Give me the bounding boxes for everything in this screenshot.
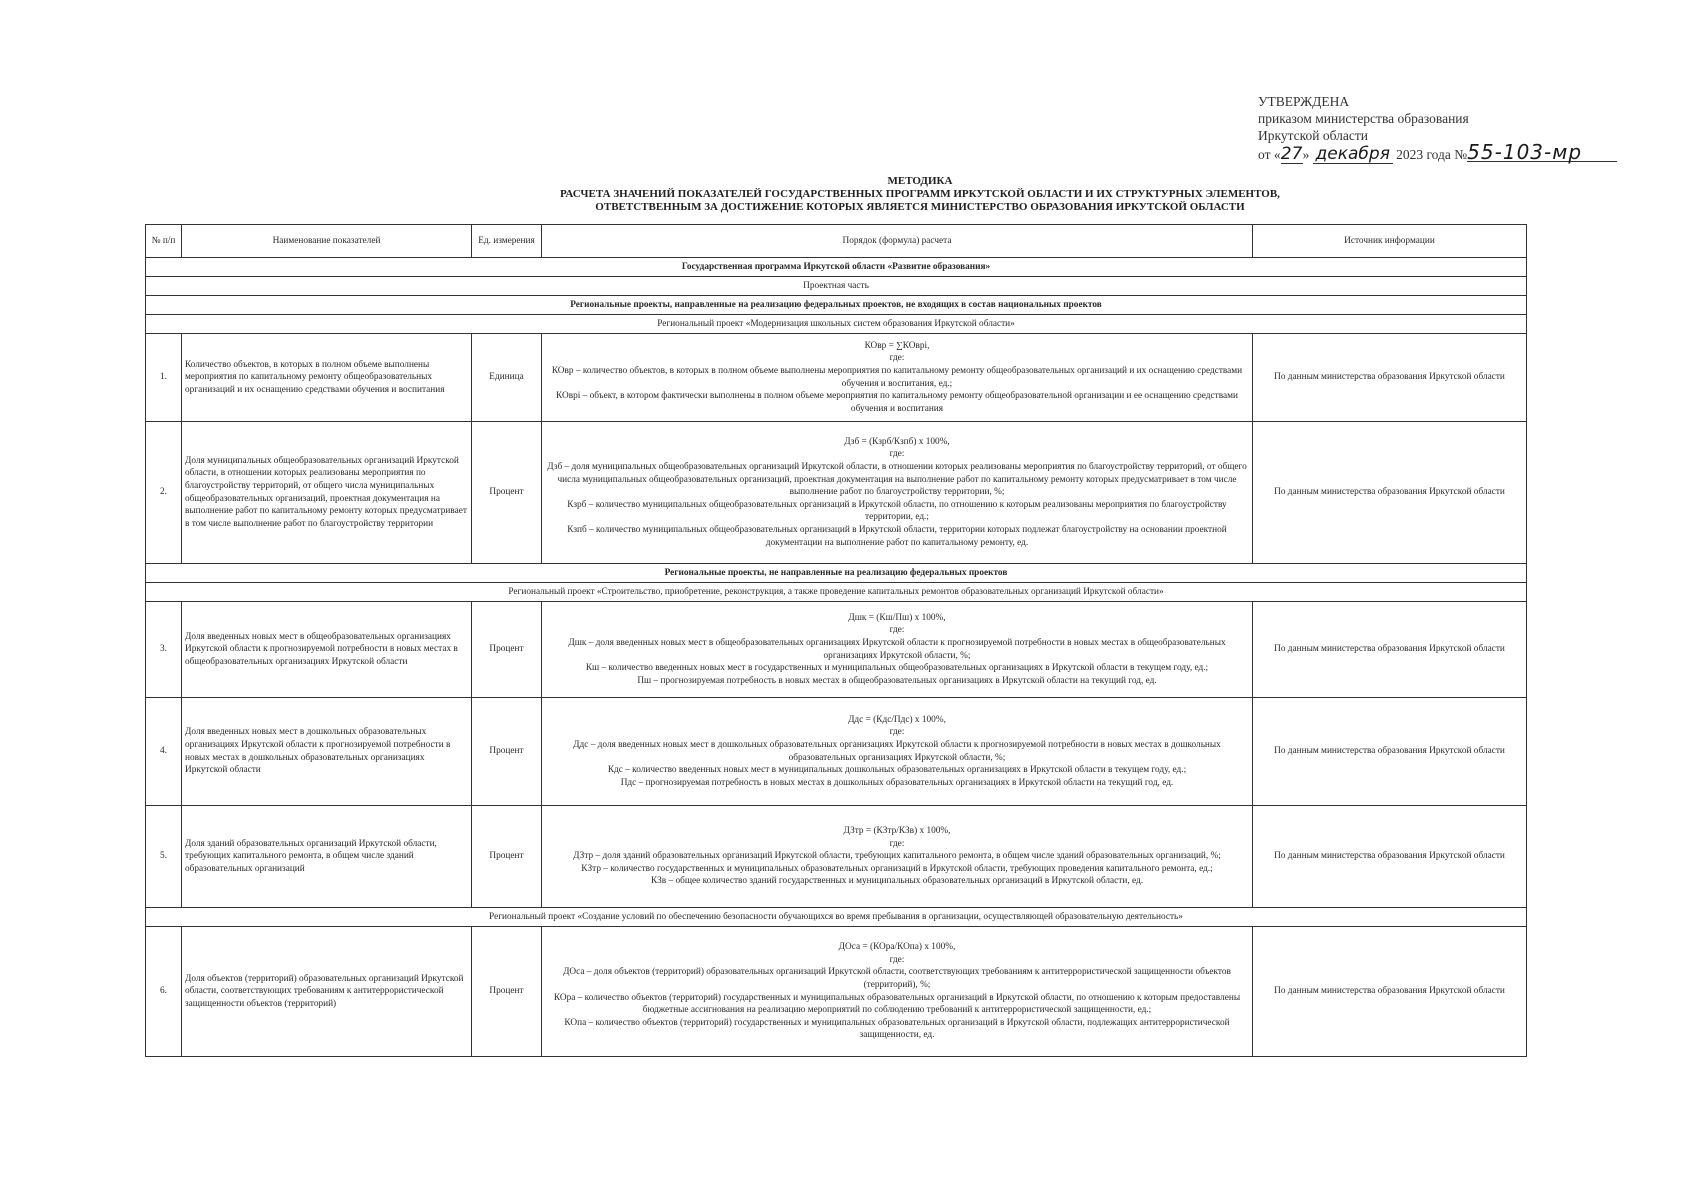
approval-stamp [1258, 93, 1678, 164]
indicator-unit: Процент [472, 927, 542, 1057]
row-number: 1. [146, 334, 182, 422]
table-header-row [146, 225, 1527, 258]
indicator-unit: Процент [472, 422, 542, 564]
row-number: 5. [146, 806, 182, 908]
formula-line: КЗв – общее количество зданий государственных и муниципальных образовательных организаций в Иркутской области, ед. [650, 876, 1144, 887]
formula-line: Кш – количество введенных новых мест в государственных и муниципальных общеобразовательных организациях в Иркутской области в текущем году, ед.; [585, 663, 1209, 674]
indicator-formula [542, 927, 1253, 1057]
formula-line: Дшк – доля введенных новых мест в общеобразовательных организациях Иркутской области к прогнозируемой потребности в новых местах в общеобразовательных организациях Иркутской области, %; [568, 637, 1226, 661]
header-name: Наименование показателей [182, 225, 472, 258]
section-regional-nonfederal [146, 564, 1527, 583]
table-row [146, 602, 1527, 698]
indicator-source: По данным министерства образования Иркутской области [1253, 334, 1527, 422]
section-project-construction [146, 583, 1527, 602]
row-number: 3. [146, 602, 182, 698]
indicators-table [145, 224, 1527, 1057]
formula-line: Кзрб – количество муниципальных общеобразовательных организаций в Иркутской области, по отношению к которым реализованы мероприятия по благоустройству территории, ед.; [567, 499, 1227, 523]
header-num: № п/п [146, 225, 182, 258]
formula-expression: ДЗтр = (КЗтр/КЗв) x 100%, [843, 826, 951, 837]
document-title [440, 175, 1400, 214]
table-row [146, 334, 1527, 422]
section-label: Государственная программа Иркутской области «Развитие образования» [146, 258, 1527, 277]
formula-line: где: [889, 625, 905, 636]
formula-expression: Дшк = (Кш/Пш) x 100%, [848, 612, 946, 623]
formula-line: где: [889, 954, 905, 965]
indicator-unit: Единица [472, 334, 542, 422]
formula-line: КОра – количество объектов (территорий) государственных и муниципальных образовательных организаций в Иркутской области, по отношению к которым предоставлены бюджетные ассигнования на реализацию мероприятий по соблюдению требований к антитеррористической защищенности, ед.; [553, 992, 1241, 1016]
indicator-name: Доля объектов (территорий) образовательных организаций Иркутской области, соответствующих требованиям к антитеррористической защищенности объектов (территорий) [182, 927, 472, 1057]
approval-date-mid: » [1302, 147, 1310, 162]
indicator-formula [542, 806, 1253, 908]
formula-line: КОврi – объект, в котором фактически выполнены в полном объеме мероприятия по капитальному ремонту общеобразовательной организации и ее оснащению средствами обучения и воспитания [556, 391, 1238, 414]
formula-line: КОпа – количество объектов (территорий) государственных и муниципальных образовательных организаций в Иркутской области, подлежащих антитеррористической защищенности, ед. [564, 1017, 1230, 1041]
indicator-formula [542, 602, 1253, 698]
formula-line: КЗтр – количество государственных и муниципальных образовательных организаций в Иркутской области, требующих проведения капитального ремонта, ед.; [581, 863, 1213, 874]
section-regional-federal [146, 296, 1527, 315]
approval-number: 55-103-мр [1467, 144, 1617, 162]
indicator-name: Доля муниципальных общеобразовательных организаций Иркутской области, в отношении которых реализованы мероприятия по благоустройству территорий, от общего числа муниципальных общеобразовательных организаций, проектная документация на выполнение работ по капитальному ремонту которых предусматривает в том числе выполнение работ по благоустройству территории [182, 422, 472, 564]
section-label: Региональные проекты, направленные на реализацию федеральных проектов, не входящих в состав национальных проектов [146, 296, 1527, 315]
formula-line: где: [889, 353, 905, 364]
title-line-2: РАСЧЕТА ЗНАЧЕНИЙ ПОКАЗАТЕЛЕЙ ГОСУДАРСТВЕННЫХ ПРОГРАММ ИРКУТСКОЙ ОБЛАСТИ И ИХ СТРУКТУРНЫХ ЭЛЕМЕНТОВ, [560, 188, 1280, 200]
indicator-source: По данным министерства образования Иркутской области [1253, 602, 1527, 698]
indicator-name: Доля зданий образовательных организаций Иркутской области, требующих капитального ремонта, в общем числе зданий образовательных организаций [182, 806, 472, 908]
table-row [146, 698, 1527, 806]
approval-year: 2023 года № [1392, 147, 1468, 162]
approval-month: декабря [1313, 146, 1393, 164]
indicator-unit: Процент [472, 602, 542, 698]
indicator-formula [542, 334, 1253, 422]
formula-expression: ДОса = (КОра/КОпа) x 100%, [838, 942, 956, 953]
row-number: 2. [146, 422, 182, 564]
section-project-modernization [146, 315, 1527, 334]
indicator-unit: Процент [472, 806, 542, 908]
section-label: Региональный проект «Создание условий по обеспечению безопасности обучающихся во время пребывания в организации, осуществляющей образовательную деятельность» [146, 908, 1527, 927]
formula-line: Дзб – доля муниципальных общеобразовательных организаций Иркутской области, в отношении которых реализованы мероприятия по благоустройству территорий, от общего числа муниципальных общеобразовательных организаций, проектная документация на выполнение работ по капитальному ремонту которых предусматривает в том числе выполнение работ по благоустройству территории, %; [547, 462, 1247, 498]
title-line-3: ОТВЕТСТВЕННЫМ ЗА ДОСТИЖЕНИЕ КОТОРЫХ ЯВЛЯЕТСЯ МИНИСТЕРСТВО ОБРАЗОВАНИЯ ИРКУТСКОЙ ОБЛАСТИ [595, 201, 1245, 213]
formula-line: где: [889, 449, 905, 460]
indicator-name: Доля введенных новых мест в общеобразовательных организациях Иркутской области к прогнозируемой потребности в новых местах в общеобразовательных организациях Иркутской области [182, 602, 472, 698]
approval-date-line [1258, 140, 1678, 164]
indicator-source: По данным министерства образования Иркутской области [1253, 422, 1527, 564]
indicator-source: По данным министерства образования Иркутской области [1253, 698, 1527, 806]
header-unit: Ед. измерения [472, 225, 542, 258]
formula-expression: Ддс = (Кдс/Пдс) x 100%, [848, 714, 946, 725]
approval-day: 27 [1280, 144, 1303, 164]
approval-region-line: Иркутской области [1258, 128, 1369, 143]
section-label: Региональный проект «Модернизация школьных систем образования Иркутской области» [146, 315, 1527, 334]
table-row [146, 806, 1527, 908]
indicator-name: Доля введенных новых мест в дошкольных образовательных организациях Иркутской области к прогнозируемой потребности в новых местах в дошкольных образовательных организациях Иркутской области [182, 698, 472, 806]
indicator-formula [542, 422, 1253, 564]
formula-line: Пдс – прогнозируемая потребность в новых местах в дошкольных образовательных организациях в Иркутской области на текущий год, ед. [620, 777, 1174, 788]
indicator-source: По данным министерства образования Иркутской области [1253, 927, 1527, 1057]
title-line-1: МЕТОДИКА [887, 175, 953, 187]
header-source: Источник информации [1253, 225, 1527, 258]
header-formula: Порядок (формула) расчета [542, 225, 1253, 258]
section-label: Региональные проекты, не направленные на реализацию федеральных проектов [146, 564, 1527, 583]
formula-line: Кдс – количество введенных новых мест в муниципальных дошкольных образовательных организациях в Иркутской области в текущем году, ед.; [607, 765, 1187, 776]
section-project-part [146, 277, 1527, 296]
indicator-unit: Процент [472, 698, 542, 806]
indicator-name: Количество объектов, в которых в полном объеме выполнены мероприятия по капитальному ремонту общеобразовательных организаций и их оснащению средствами обучения и воспитания [182, 334, 472, 422]
approval-status: УТВЕРЖДЕНА [1258, 94, 1350, 109]
formula-line: где: [889, 727, 905, 738]
indicator-formula [542, 698, 1253, 806]
section-project-safety [146, 908, 1527, 927]
formula-expression: Дзб = (Кзрб/Кзпб) x 100%, [844, 436, 950, 447]
formula-line: КОвр – количество объектов, в которых в полном объеме выполнены мероприятия по капитальному ремонту общеобразовательных организаций и их оснащению средствами обучения и воспитания, ед.; [551, 365, 1243, 389]
section-label: Проектная часть [146, 277, 1527, 296]
row-number: 6. [146, 927, 182, 1057]
formula-line: ДЗтр – доля зданий образовательных организаций Иркутской области, требующих капитального ремонта, в общем числе зданий образовательных организаций, %; [573, 851, 1221, 862]
row-number: 4. [146, 698, 182, 806]
approval-order-line: приказом министерства образования [1258, 111, 1469, 126]
formula-line: Пш – прогнозируемая потребность в новых местах в общеобразовательных организациях в Иркутской области на текущий год, ед. [637, 675, 1157, 686]
formula-line: ДОса – доля объектов (территорий) образовательных организаций Иркутской области, соответствующих требованиям к антитеррористической защищенности объектов (территорий), %; [563, 967, 1231, 990]
table-row [146, 422, 1527, 564]
section-program [146, 258, 1527, 277]
formula-line: Ддс – доля введенных новых мест в дошкольных образовательных организациях Иркутской области к прогнозируемой потребности в новых местах в дошкольных образовательных организациях Иркутской области, %; [573, 739, 1221, 763]
approval-date-prefix: от « [1258, 147, 1281, 162]
section-label: Региональный проект «Строительство, приобретение, реконструкция, а также проведение капитальных ремонтов образовательных организаций Иркутской области» [146, 583, 1527, 602]
table-row [146, 927, 1527, 1057]
formula-line: где: [889, 838, 905, 849]
indicator-source: По данным министерства образования Иркутской области [1253, 806, 1527, 908]
formula-expression: КОвр = ∑КОврi, [864, 340, 930, 351]
formula-line: Кзпб – количество муниципальных общеобразовательных организаций в Иркутской области, территории которых подлежат благоустройству на основании проектной документации на выполнение работ по капитальному ремонту, ед. [567, 524, 1227, 548]
